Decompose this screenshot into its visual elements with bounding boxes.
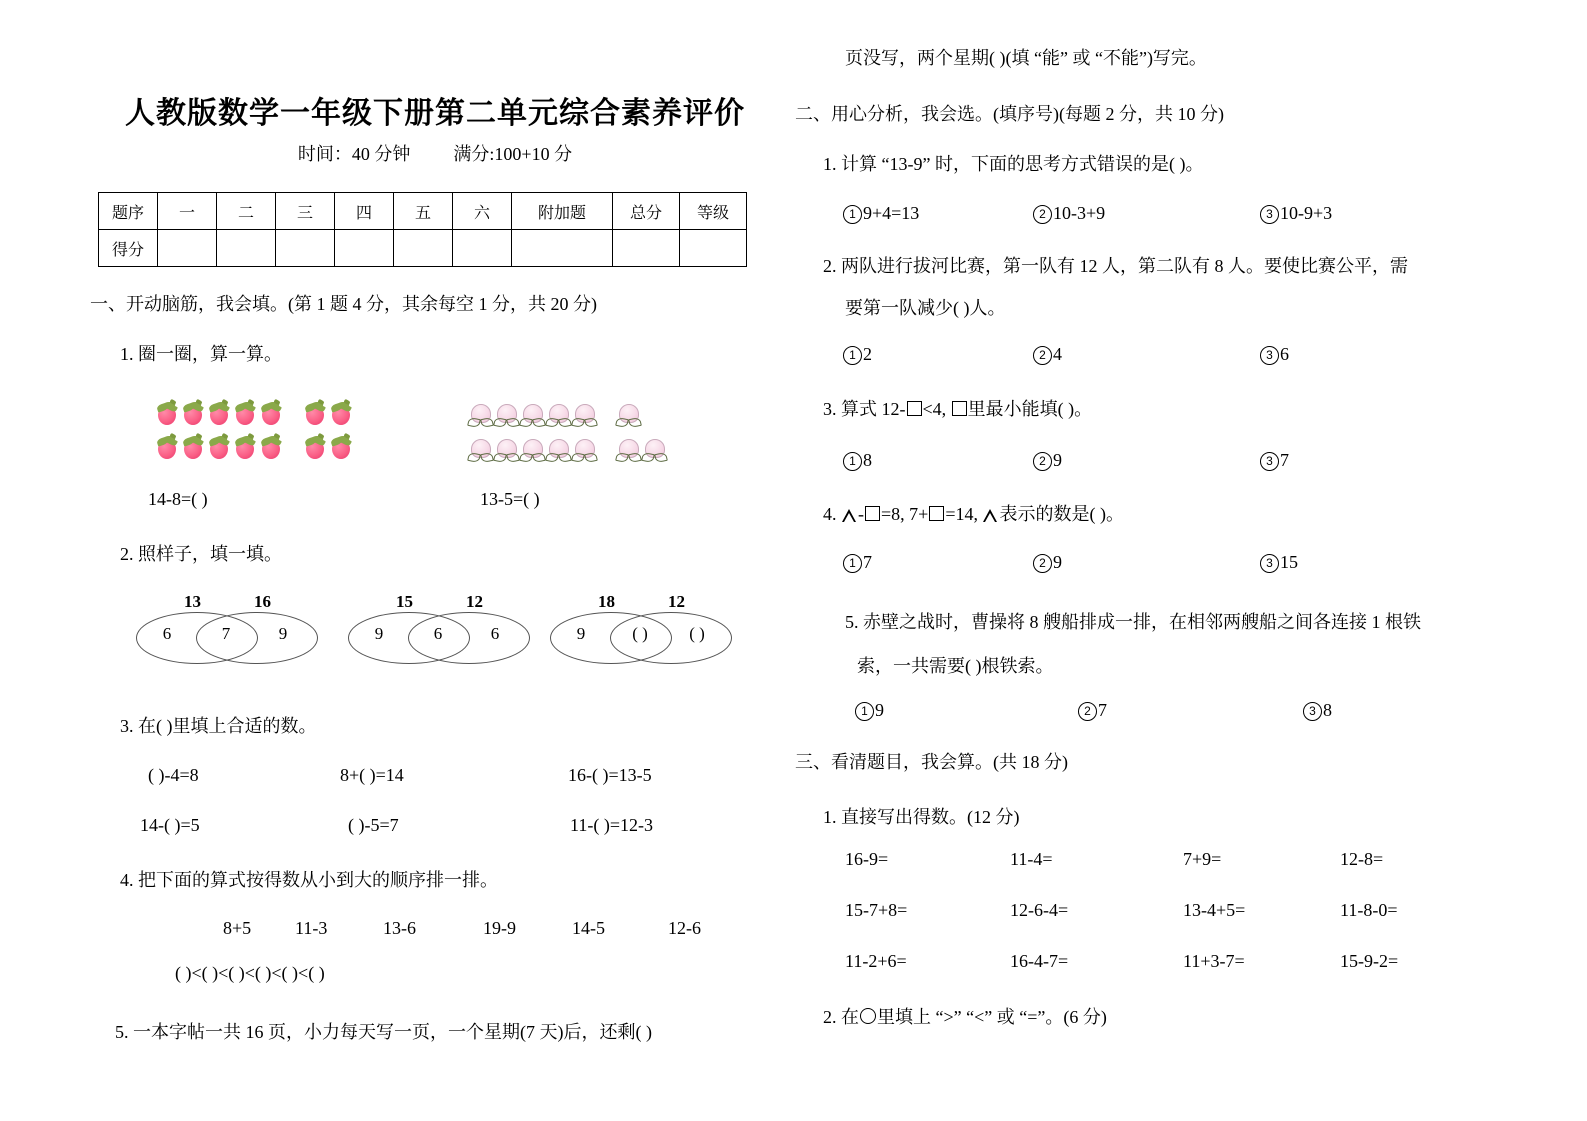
score-col-grade: 等级 xyxy=(680,193,747,230)
venn-diagram-2 xyxy=(348,592,538,664)
peach-icon xyxy=(520,437,544,463)
q3-row1-item1[interactable]: ( )-4=8 xyxy=(148,765,199,785)
option-number-circle: 3 xyxy=(1303,702,1322,721)
score-cell-5[interactable] xyxy=(394,230,453,267)
section2-q3-option-3[interactable] xyxy=(1260,450,1289,471)
strawberry-icon xyxy=(303,434,327,460)
section2-q3-prompt-post: 里最小能填( )。 xyxy=(967,399,1093,419)
venn-3-value-right[interactable]: ( ) xyxy=(689,624,705,643)
score-cell-grade[interactable] xyxy=(680,230,747,267)
option-text: 15 xyxy=(1280,552,1298,572)
section2-q3-prompt-mid: <4, xyxy=(922,399,951,419)
strawberry-icon xyxy=(233,400,257,426)
venn-1-value-left: 6 xyxy=(162,624,172,643)
section2-q1-prompt[interactable]: 1. 计算 “13-9” 时，下面的思考方式错误的是( )。 xyxy=(823,154,1204,174)
q4-expression-3: 13-6 xyxy=(383,918,416,938)
score-cell-1[interactable] xyxy=(158,230,217,267)
score-col-extra: 附加题 xyxy=(512,193,613,230)
peach-icon xyxy=(572,437,596,463)
calc-r2-c4[interactable]: 11-8-0= xyxy=(1340,900,1398,920)
section2-q1-option-1[interactable] xyxy=(843,203,919,224)
square-placeholder-icon xyxy=(952,401,967,416)
section2-q2-option-3[interactable] xyxy=(1260,344,1289,365)
calc-r2-c3[interactable]: 13-4+5= xyxy=(1183,900,1246,920)
section2-q3-prompt-pre: 3. 算式 12- xyxy=(823,399,906,419)
strawberry-row-top xyxy=(155,396,355,426)
option-number-circle: 2 xyxy=(1033,452,1052,471)
peach-row-bottom xyxy=(468,433,668,463)
q3-row1-item2[interactable]: 8+( )=14 xyxy=(340,765,404,785)
option-text: 10-3+9 xyxy=(1053,203,1106,223)
section3-q2-prompt-pre: 2. 在 xyxy=(823,1007,859,1027)
exam-meta xyxy=(90,140,780,166)
score-cell-6[interactable] xyxy=(453,230,512,267)
section2-q5-option-1[interactable] xyxy=(855,700,884,721)
option-text: 8 xyxy=(863,450,872,470)
peach-icon xyxy=(494,402,518,428)
q4-expression-2: 11-3 xyxy=(295,918,328,938)
section2-q4-option-2[interactable] xyxy=(1033,552,1062,573)
score-cell-3[interactable] xyxy=(276,230,335,267)
question-1-5-line1[interactable]: 5. 一本字帖一共 16 页，小力每天写一页，一个星期(7 天)后，还剩( ) xyxy=(115,1022,652,1042)
option-text: 9 xyxy=(1053,450,1062,470)
option-text: 7 xyxy=(1098,700,1107,720)
venn-2-value-right: 6 xyxy=(490,624,500,643)
page-title: 人教版数学一年级下册第二单元综合素养评价 xyxy=(125,97,745,130)
score-col-6: 六 xyxy=(453,193,512,230)
option-number-circle: 1 xyxy=(843,205,862,224)
strawberry-icon xyxy=(233,434,257,460)
calc-r3-c4[interactable]: 15-9-2= xyxy=(1340,951,1399,971)
option-text: 2 xyxy=(863,344,872,364)
strawberry-icon xyxy=(207,400,231,426)
section2-q4-option-3[interactable] xyxy=(1260,552,1298,573)
section3-q2-prompt xyxy=(823,1003,1107,1029)
right-column xyxy=(795,0,1510,1121)
venn-2-value-middle: 6 xyxy=(433,624,443,643)
strawberry-icon xyxy=(181,400,205,426)
peach-icon xyxy=(616,437,640,463)
q4-expression-4: 19-9 xyxy=(483,918,516,938)
option-text: 9 xyxy=(875,700,884,720)
section2-q1-option-3[interactable] xyxy=(1260,203,1332,224)
venn-1-value-middle: 7 xyxy=(221,624,231,643)
triangle-placeholder-icon xyxy=(983,508,998,522)
question-1-4-prompt: 4. 把下面的算式按得数从小到大的顺序排一排。 xyxy=(120,870,498,890)
q3-row2-item2[interactable]: ( )-5=7 xyxy=(348,815,399,835)
section2-q2-option-1[interactable] xyxy=(843,344,872,365)
option-text: 9 xyxy=(1053,552,1062,572)
option-number-circle: 2 xyxy=(1033,346,1052,365)
section2-q4-option-1[interactable] xyxy=(843,552,872,573)
score-table-row-label: 题序 xyxy=(99,193,158,230)
section2-q3-option-1[interactable] xyxy=(843,450,872,471)
section2-q2-option-2[interactable] xyxy=(1033,344,1062,365)
calc-r1-c3[interactable]: 7+9= xyxy=(1183,849,1222,869)
venn-1-label-right: 16 xyxy=(254,592,271,611)
section-two-heading: 二、用心分析，我会选。(填序号)(每题 2 分，共 10 分) xyxy=(795,104,1224,124)
score-col-2: 二 xyxy=(217,193,276,230)
section2-q5-prompt-line1: 5. 赤壁之战时，曹操将 8 艘船排成一排，在相邻两艘船之间各连接 1 根铁 xyxy=(845,612,1421,632)
q3-row2-item1[interactable]: 14-( )=5 xyxy=(140,815,200,835)
strawberry-icon xyxy=(303,400,327,426)
section2-q1-option-2[interactable] xyxy=(1033,203,1105,224)
peach-illustration xyxy=(468,398,668,463)
section-one-heading: 一、开动脑筋，我会填。(第 1 题 4 分，其余每空 1 分，共 20 分) xyxy=(90,294,597,314)
strawberry-icon xyxy=(181,434,205,460)
table-row-scores xyxy=(99,230,747,267)
option-number-circle: 3 xyxy=(1260,346,1279,365)
section2-q4-prompt[interactable] xyxy=(823,500,1124,526)
full-score-label: 满分:100+10 分 xyxy=(453,144,573,164)
option-text: 4 xyxy=(1053,344,1062,364)
option-text: 9+4=13 xyxy=(863,203,920,223)
option-text: 8 xyxy=(1323,700,1332,720)
square-placeholder-icon xyxy=(929,506,944,521)
score-col-5: 五 xyxy=(394,193,453,230)
calc-r1-c2[interactable]: 11-4= xyxy=(1010,849,1053,869)
peach-icon xyxy=(616,402,640,428)
score-col-4: 四 xyxy=(335,193,394,230)
triangle-placeholder-icon xyxy=(842,508,857,522)
option-number-circle: 1 xyxy=(843,452,862,471)
section2-q4-prompt-c: =8, 7+ xyxy=(881,504,929,524)
calc-r1-c1[interactable]: 16-9= xyxy=(845,849,889,869)
section2-q2-prompt-line1: 2. 两队进行拔河比赛，第一队有 12 人，第二队有 8 人。要使比赛公平，需 xyxy=(823,256,1408,276)
venn-3-value-left: 9 xyxy=(576,624,586,643)
q4-expression-6: 12-6 xyxy=(668,918,701,938)
question-1-3-prompt: 3. 在( )里填上合适的数。 xyxy=(120,716,317,736)
section2-q5-option-3[interactable] xyxy=(1303,700,1332,721)
option-text: 7 xyxy=(863,552,872,572)
time-label: 时间：40 分钟 xyxy=(297,144,411,164)
calc-r1-c4[interactable]: 12-8= xyxy=(1340,849,1384,869)
score-table-row-label-2: 得分 xyxy=(99,230,158,267)
q4-answer-line[interactable]: ( )<( )<( )<( )<( )<( ) xyxy=(175,963,325,983)
strawberry-icon xyxy=(329,434,353,460)
venn-2-label-left: 15 xyxy=(396,592,413,611)
score-col-1: 一 xyxy=(158,193,217,230)
strawberry-icon xyxy=(259,434,283,460)
venn-1-label-left: 13 xyxy=(184,592,201,611)
venn-2-value-left: 9 xyxy=(374,624,384,643)
option-text: 10-9+3 xyxy=(1280,203,1333,223)
option-number-circle: 3 xyxy=(1260,205,1279,224)
calc-r2-c2[interactable]: 12-6-4= xyxy=(1010,900,1069,920)
score-cell-4[interactable] xyxy=(335,230,394,267)
peach-icon xyxy=(546,402,570,428)
score-col-total: 总分 xyxy=(613,193,680,230)
square-placeholder-icon xyxy=(865,506,880,521)
section2-q5-prompt-line2[interactable]: 索，一共需要( )根铁索。 xyxy=(857,656,1054,676)
option-number-circle: 3 xyxy=(1260,554,1279,573)
section-three-heading: 三、看清题目，我会算。(共 18 分) xyxy=(795,752,1068,772)
strawberry-icon xyxy=(207,434,231,460)
strawberry-icon xyxy=(155,434,179,460)
question-1-1-right-equation[interactable]: 13-5=( ) xyxy=(480,489,540,509)
question-1-5-line2[interactable]: 页没写，两个星期( )(填 “能” 或 “不能”)写完。 xyxy=(845,48,1207,68)
question-1-1-left-equation[interactable]: 14-8=( ) xyxy=(148,489,208,509)
peach-icon xyxy=(642,437,666,463)
peach-icon xyxy=(546,437,570,463)
square-placeholder-icon xyxy=(907,401,922,416)
peach-row-top xyxy=(468,398,668,428)
peach-icon xyxy=(468,402,492,428)
score-table xyxy=(98,192,747,267)
section3-q2-prompt-post: 里填上 “>” “<” 或 “=”。(6 分) xyxy=(877,1007,1107,1027)
left-column xyxy=(90,0,780,1121)
calc-r3-c1[interactable]: 11-2+6= xyxy=(845,951,907,971)
score-cell-extra[interactable] xyxy=(512,230,613,267)
section2-q4-prompt-a: 4. xyxy=(823,504,841,524)
q4-expression-5: 14-5 xyxy=(572,918,605,938)
section2-q2-prompt-line2[interactable]: 要第一队减少( )人。 xyxy=(845,298,1006,318)
section2-q3-prompt[interactable] xyxy=(823,395,1092,421)
option-number-circle: 2 xyxy=(1033,554,1052,573)
venn-diagram-3 xyxy=(550,592,740,664)
section2-q4-prompt-e: 表示的数是( )。 xyxy=(999,504,1124,524)
strawberry-icon xyxy=(259,400,283,426)
venn-3-value-middle[interactable]: ( ) xyxy=(632,624,648,643)
option-number-circle: 1 xyxy=(843,554,862,573)
section2-q4-prompt-d: =14, xyxy=(945,504,983,524)
venn-3-label-right: 12 xyxy=(668,592,685,611)
section3-q1-prompt: 1. 直接写出得数。(12 分) xyxy=(823,807,1020,827)
section2-q5-option-2[interactable] xyxy=(1078,700,1107,721)
score-col-3: 三 xyxy=(276,193,335,230)
strawberry-icon xyxy=(329,400,353,426)
option-number-circle: 2 xyxy=(1033,205,1052,224)
option-number-circle: 1 xyxy=(855,702,874,721)
calc-r3-c3[interactable]: 11+3-7= xyxy=(1183,951,1245,971)
q3-row1-item3[interactable]: 16-( )=13-5 xyxy=(568,765,652,785)
question-1-2-prompt: 2. 照样子，填一填。 xyxy=(120,544,282,564)
peach-icon xyxy=(572,402,596,428)
strawberry-row-bottom xyxy=(155,430,355,460)
score-cell-2[interactable] xyxy=(217,230,276,267)
venn-3-label-left: 18 xyxy=(598,592,615,611)
table-row-header xyxy=(99,193,747,230)
option-number-circle: 2 xyxy=(1078,702,1097,721)
option-text: 6 xyxy=(1280,344,1289,364)
section2-q3-option-2[interactable] xyxy=(1033,450,1062,471)
strawberry-illustration xyxy=(155,396,355,460)
score-cell-total[interactable] xyxy=(613,230,680,267)
option-number-circle: 1 xyxy=(843,346,862,365)
venn-diagram-1 xyxy=(136,592,326,664)
calc-r2-c1[interactable]: 15-7+8= xyxy=(845,900,908,920)
circle-placeholder-icon xyxy=(860,1008,876,1024)
strawberry-icon xyxy=(155,400,179,426)
option-number-circle: 3 xyxy=(1260,452,1279,471)
question-1-1-prompt: 1. 圈一圈，算一算。 xyxy=(120,344,282,364)
option-text: 7 xyxy=(1280,450,1289,470)
peach-icon xyxy=(520,402,544,428)
q4-expression-1: 8+5 xyxy=(223,918,252,938)
venn-1-value-right: 9 xyxy=(278,624,288,643)
venn-2-label-right: 12 xyxy=(466,592,483,611)
calc-r3-c2[interactable]: 16-4-7= xyxy=(1010,951,1069,971)
q3-row2-item3[interactable]: 11-( )=12-3 xyxy=(570,815,653,835)
section2-q4-prompt-b: - xyxy=(858,504,864,524)
peach-icon xyxy=(468,437,492,463)
peach-icon xyxy=(494,437,518,463)
